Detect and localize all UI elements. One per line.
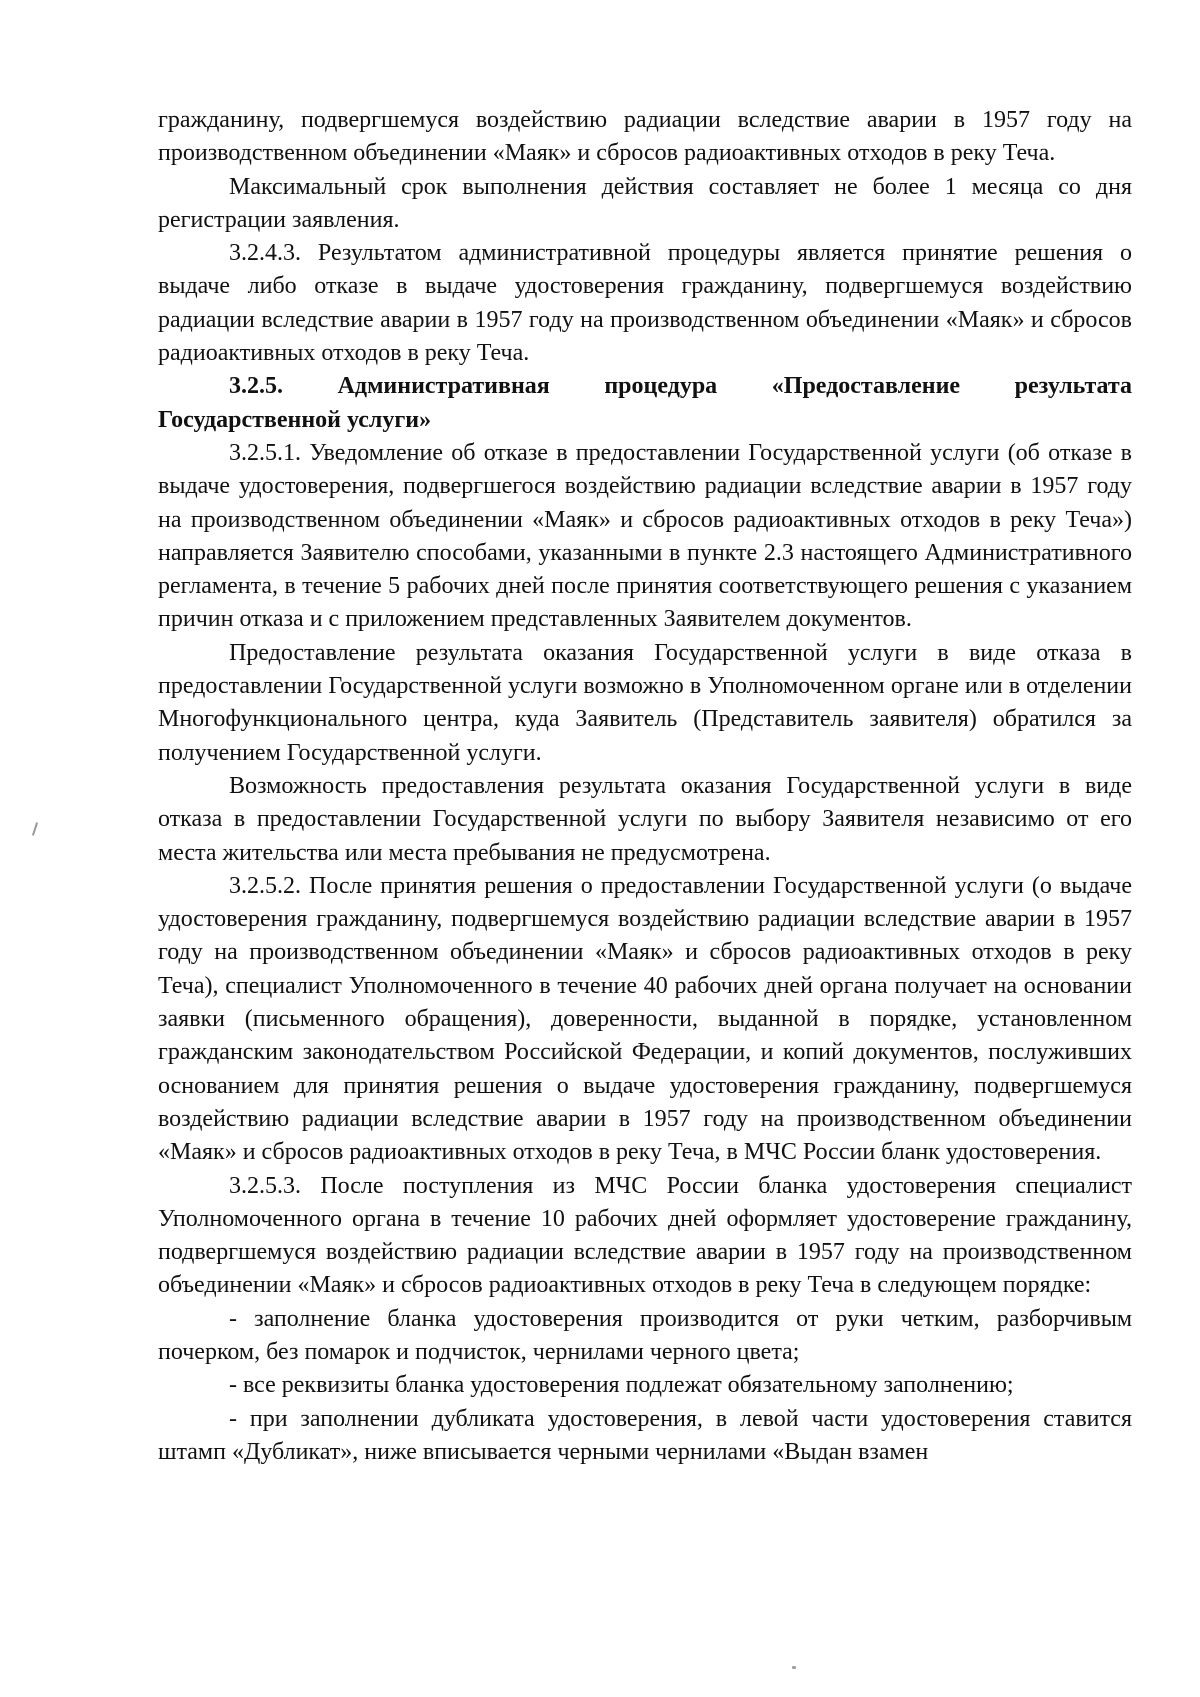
section-heading-3-2-5: 3.2.5. Административная процедура «Предоставление результата xyxy=(229,373,1132,400)
paragraph-3-2-5-2: 3.2.5.2. После принятия решения о предоставлении Государственной услуги (о выдаче удостоверения гражданину, подвергшемуся воздействию радиации вследствие аварии в 1957 году на производственном объединении «Маяк» и сбросов радиоактивных отходов в реку Теча), специалист Уполномоченного в течение 40 рабочих дней органа получает на основании заявки (письменного обращения), доверенности, выданной в порядке, установленном гражданским законодательством Российской Федерации, и копий документов, послуживших основанием для принятия решения о выдаче удостоверения гражданину, подвергшемуся воздействию радиации вследствие аварии в 1957 году на производственном объединении «Маяк» и сбросов радиоактивных отходов в реку Теча, в МЧС России бланк удостоверения. xyxy=(158,872,1132,1166)
paragraph-deadline: Максимальный срок выполнения действия составляет не более 1 месяца со дня регистрации заявления. xyxy=(158,173,1132,233)
paragraph-3-2-5-3: 3.2.5.3. После поступления из МЧС России бланка удостоверения специалист Уполномоченного органа в течение 10 рабочих дней оформляет удостоверение гражданину, подвергшемуся воздействию радиации вследствие аварии в 1957 году на производственном объединении «Маяк» и сбросов радиоактивных отходов в реку Теча в следующем порядке: xyxy=(158,1172,1132,1299)
paragraph-refusal-possibility: Возможность предоставления результата оказания Государственной услуги в виде отказа в предоставлении Государственной услуги по выбору Заявителя независимо от его места жительства или места пребывания не предусмотрена. xyxy=(158,772,1132,866)
paragraph-3-2-4-3: 3.2.4.3. Результатом административной процедуры является принятие решения о выдаче либо отказе в выдаче удостоверения гражданину, подвергшемуся воздействию радиации вследствие аварии в 1957 году на производственном объединении «Маяк» и сбросов радиоактивных отходов в реку Теча. xyxy=(158,240,1132,367)
list-item-duplicate: - при заполнении дубликата удостоверения, в левой части удостоверения ставится штамп «Дубликат», ниже вписывается черными чернилами «Выдан взамен xyxy=(158,1405,1132,1465)
paragraph-continuation: гражданину, подвергшемуся воздействию радиации вследствие аварии в 1957 году на производственном объединении «Маяк» и сбросов радиоактивных отходов в реку Теча. xyxy=(158,107,1132,167)
document-page xyxy=(158,104,1132,1469)
list-item-filling: - заполнение бланка удостоверения производится от руки четким, разборчивым почерком, без помарок и подчисток, чернилами черного цвета; xyxy=(158,1305,1132,1365)
paragraph-3-2-5-1: 3.2.5.1. Уведомление об отказе в предоставлении Государственной услуги (об отказе в выдаче удостоверения, подвергшегося воздействию радиации вследствие аварии в 1957 году на производственном объединении «Маяк» и сбросов радиоактивных отходов в реку Теча») направляется Заявителю способами, указанными в пункте 2.3 настоящего Административного регламента, в течение 5 рабочих дней после принятия соответствующего решения с указанием причин отказа и с приложением представленных Заявителем документов. xyxy=(158,439,1132,633)
list-item-requisites: - все реквизиты бланка удостоверения подлежат обязательному заполнению; xyxy=(229,1372,1014,1399)
paragraph-refusal-result: Предоставление результата оказания Государственной услуги в виде отказа в предоставлении Государственной услуги возможно в Уполномоченном органе или в отделении Многофункционального центра, куда Заявитель (Представитель заявителя) обратился за получением Государственной услуги. xyxy=(158,639,1132,766)
scan-artifact-left xyxy=(32,822,38,836)
scan-artifact-bottom xyxy=(792,1666,796,1669)
section-heading-3-2-5-continued: Государственной услуги» xyxy=(158,406,432,433)
